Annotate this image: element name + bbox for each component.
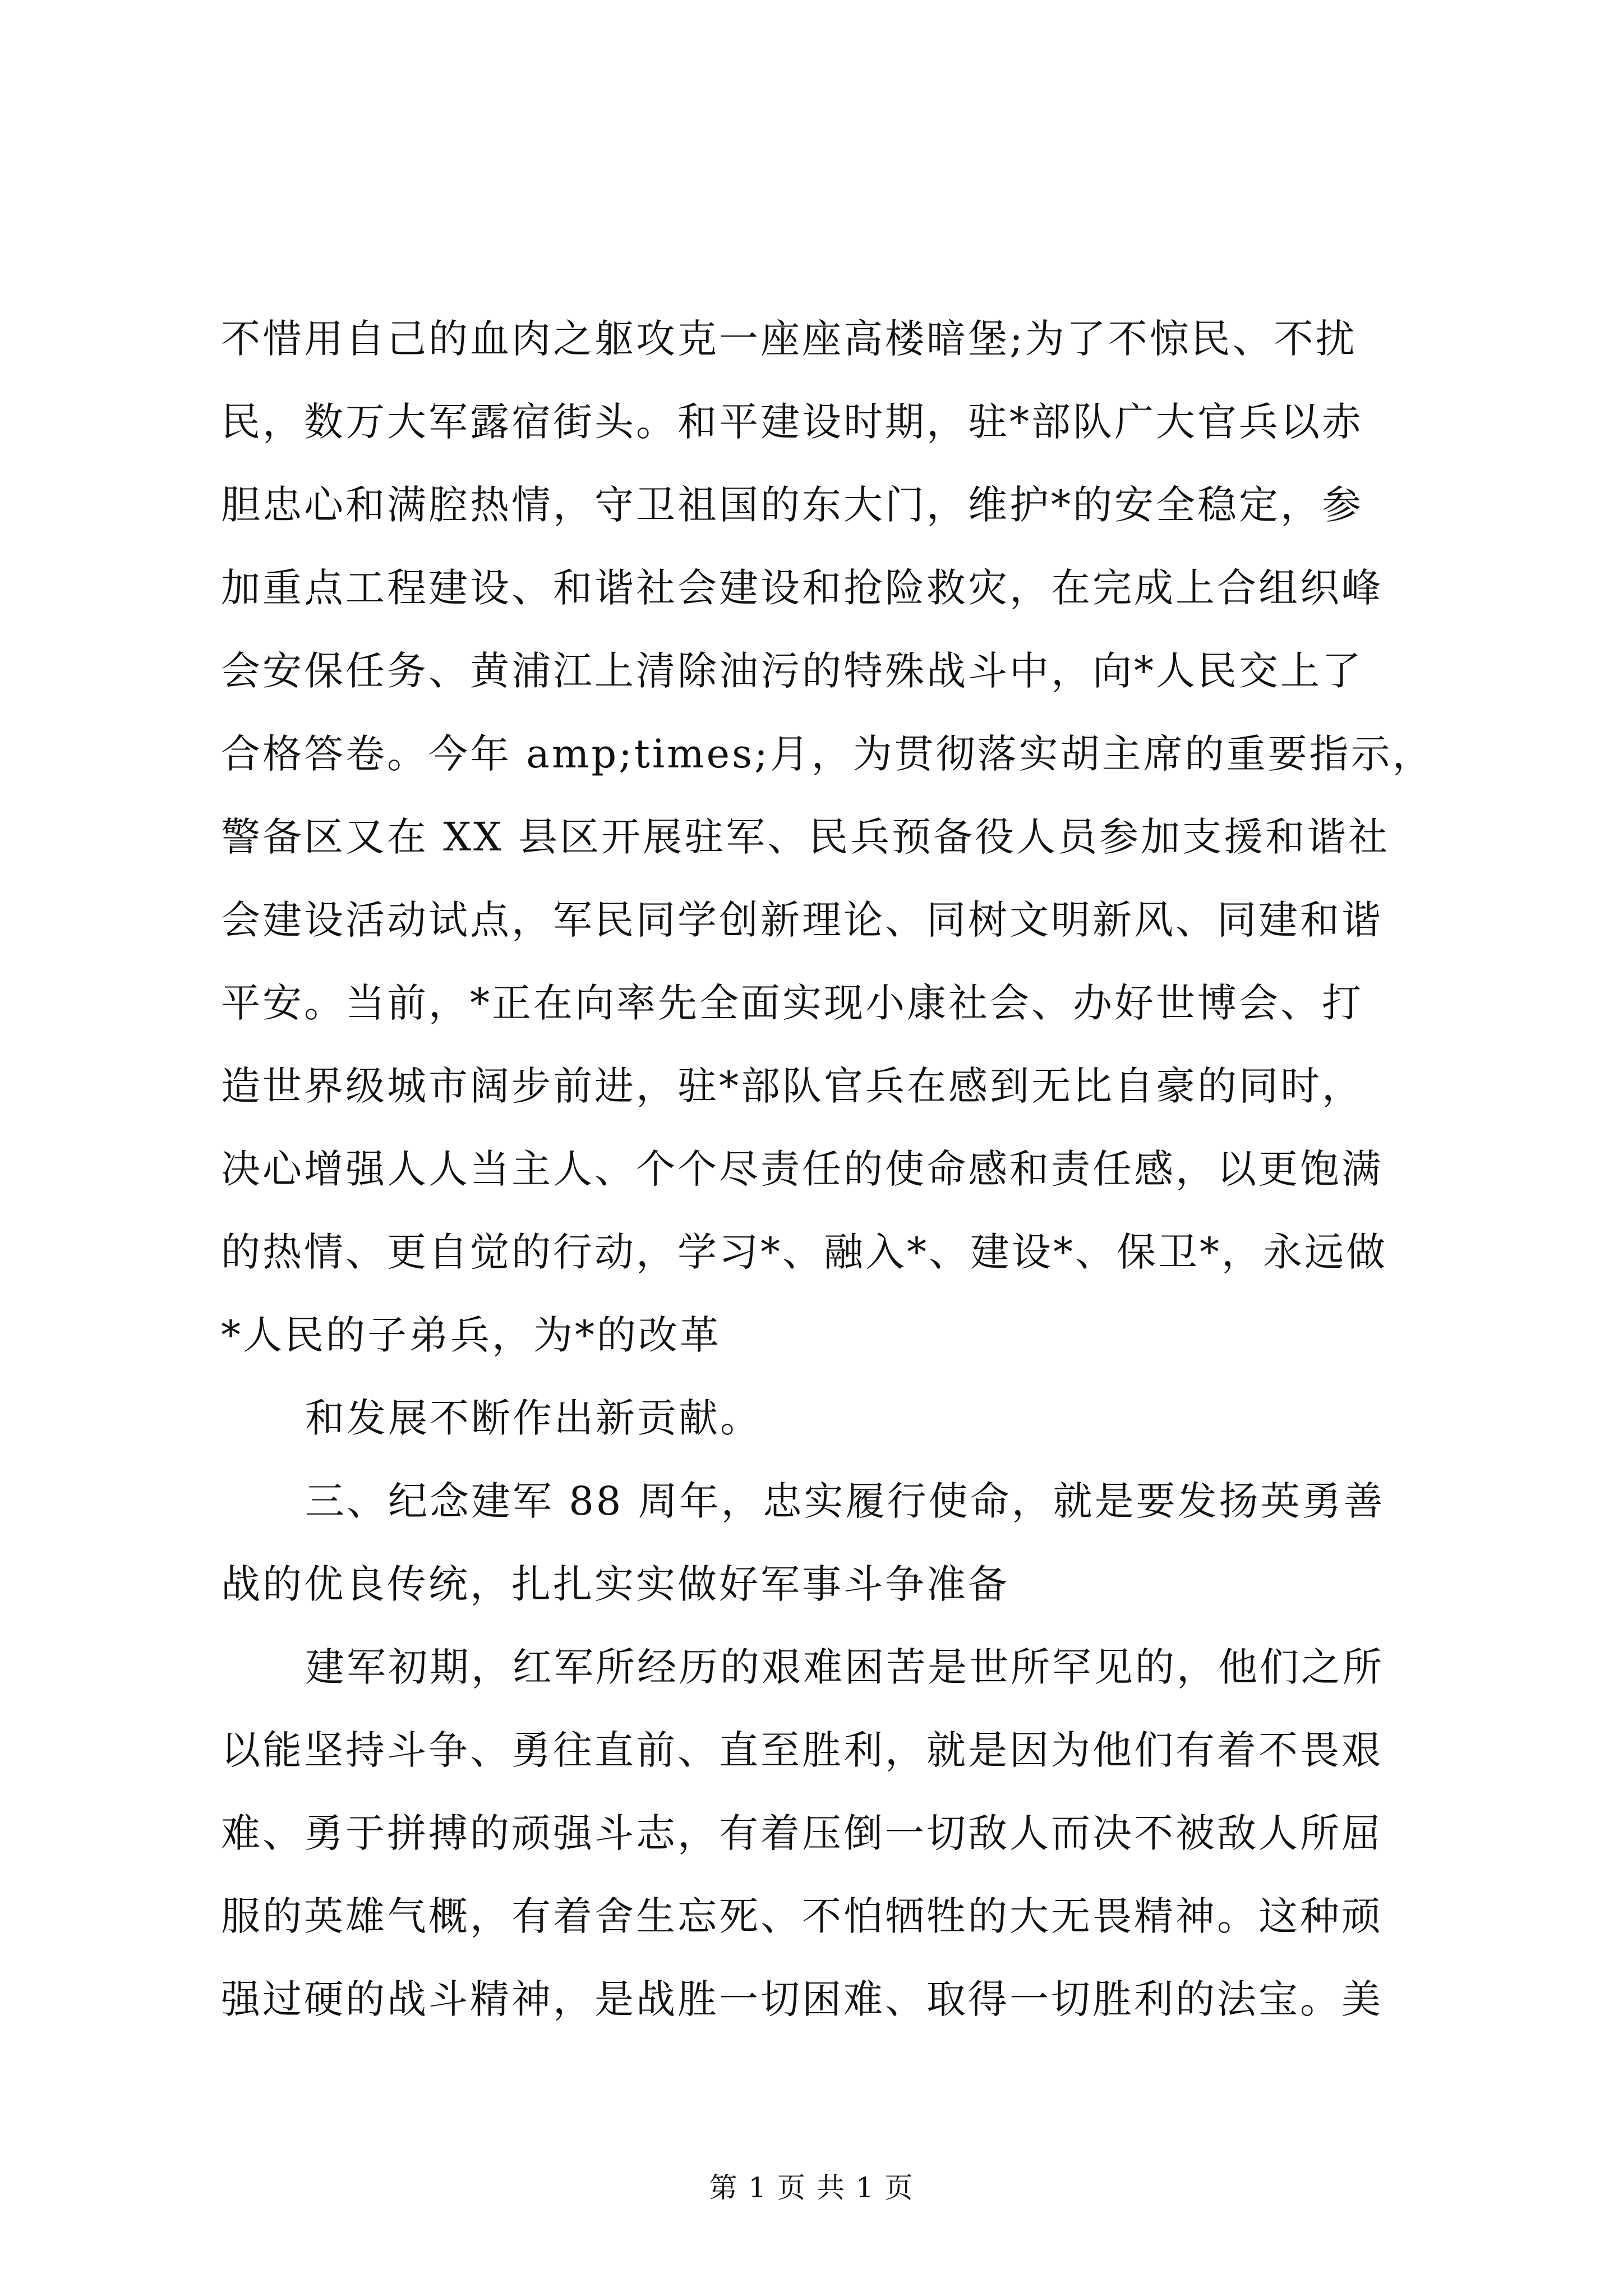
section-heading-line: 三、纪念建军 88 周年，忠实履行使命，就是要发扬英勇善 [305,1478,1385,1524]
text-line: 会安保任务、黄浦江上清除油污的特殊战斗中，向*人民交上了 [221,648,1363,694]
text-line: 服的英雄气概，有着舍生忘死、不怕牺牲的大无畏精神。这种顽 [221,1893,1383,1939]
text-line: 加重点工程建设、和谐社会建设和抢险救灾，在完成上合组织峰 [221,565,1383,611]
text-line: 以能坚持斗争、勇往直前、直至胜利，就是因为他们有着不畏艰 [221,1727,1383,1773]
text-line: 强过硬的战斗精神，是战胜一切困难、取得一切胜利的法宝。美 [221,1976,1383,2022]
section-heading-line: 战的优良传统，扎扎实实做好军事斗争准备 [221,1561,1009,1607]
text-line: *人民的子弟兵，为*的改革 [221,1312,721,1358]
page-number: 第 1 页 共 1 页 [709,2171,914,2204]
text-line: 平安。当前，*正在向率先全面实现小康社会、办好世博会、打 [221,980,1363,1026]
text-line: 民，数万大军露宿街头。和平建设时期，驻*部队广大官兵以赤 [221,399,1363,445]
text-line: 胆忠心和满腔热情，守卫祖国的东大门，维护*的安全稳定，参 [221,482,1363,528]
text-line: 难、勇于拼搏的顽强斗志，有着压倒一切敌人而决不被敌人所屈 [221,1810,1383,1856]
text-line: 不惜用自己的血肉之躯攻克一座座高楼暗堡;为了不惊民、不扰 [221,316,1357,362]
text-line: 会建设活动试点，军民同学创新理论、同树文明新风、同建和谐 [221,897,1383,943]
text-line: 造世界级城市阔步前进，驻*部队官兵在感到无比自豪的同时， [221,1063,1363,1109]
text-line: 建军初期，红军所经历的艰难困苦是世所罕见的，他们之所 [305,1644,1384,1690]
text-line: 和发展不断作出新贡献。 [305,1395,762,1441]
document-body [221,297,1434,2041]
text-line: 警备区又在 XX 县区开展驻军、民兵预备役人员参加支援和谐社 [221,814,1390,860]
text-line: 决心增强人人当主人、个个尽责任的使命感和责任感，以更饱满 [221,1146,1383,1192]
text-line: 的热情、更自觉的行动，学习*、融入*、建设*、保卫*，永远做 [221,1229,1387,1275]
text-line: 合格答卷。今年 amp;times;月，为贯彻落实胡主席的重要指示， [221,731,1434,777]
page-footer [0,2165,1623,2206]
